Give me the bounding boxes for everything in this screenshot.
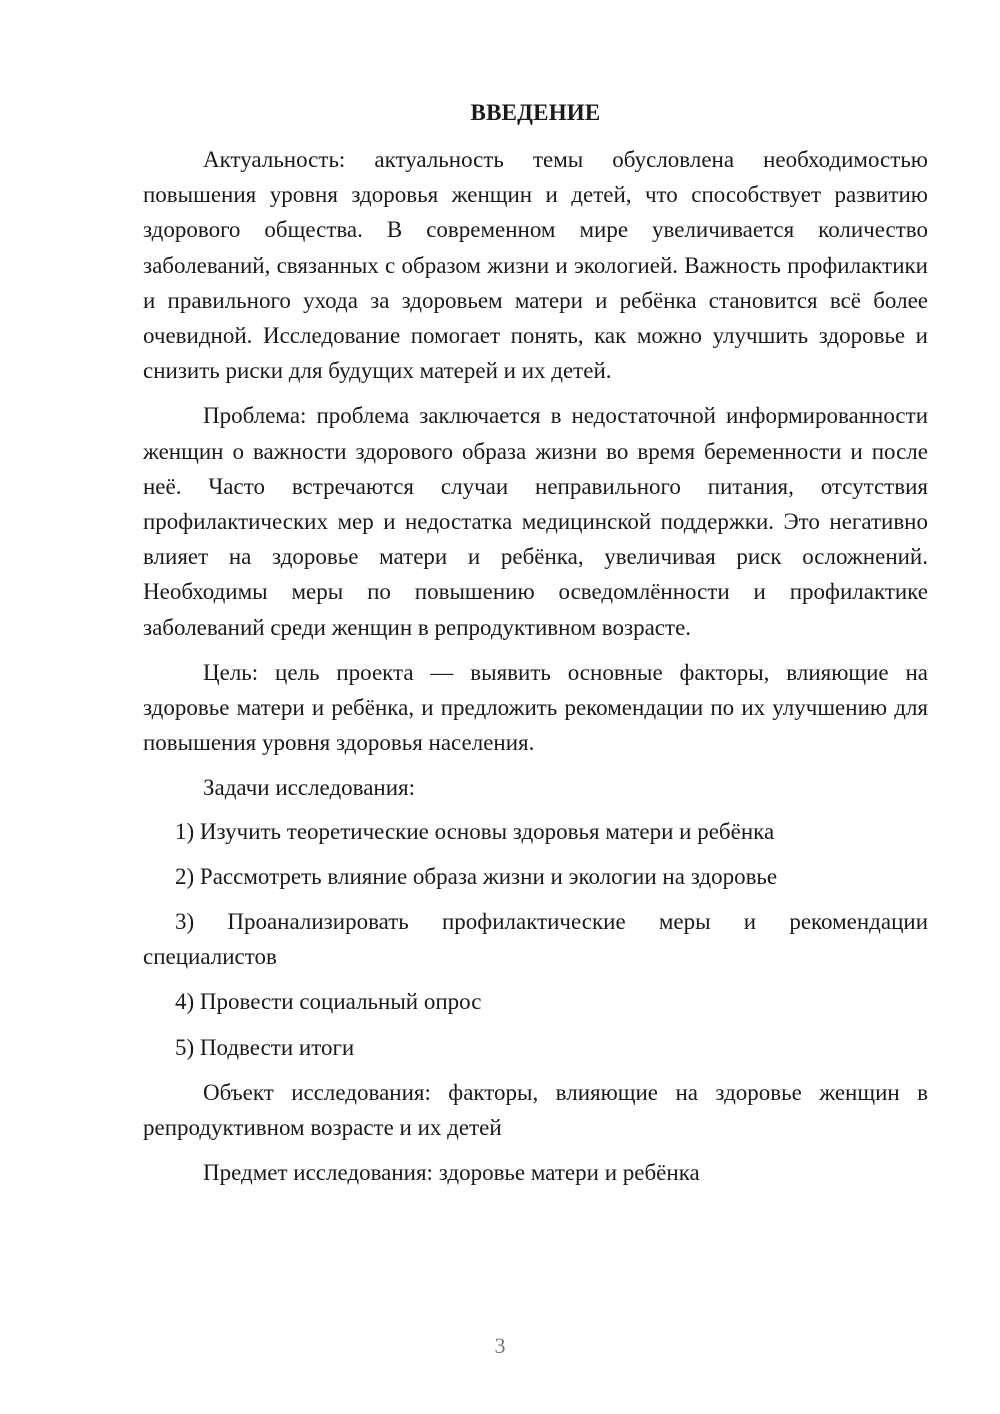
task-item-2: 2) Рассмотреть влияние образа жизни и экологии на здоровье bbox=[175, 863, 778, 889]
task-item-5: 5) Подвести итоги bbox=[175, 1034, 355, 1060]
subject-paragraph: Предмет исследования: здоровье матери и ребёнка bbox=[203, 1160, 700, 1186]
task-item-4: 4) Провести социальный опрос bbox=[175, 989, 482, 1015]
page-number: 3 bbox=[494, 1333, 506, 1358]
object-paragraph: Объект исследования: факторы, влияющие на здоровье женщин в репродуктивном возрасте и их детей bbox=[143, 1079, 928, 1141]
task-item-3: 3) Проанализировать профилактические меры и рекомендации специалистов bbox=[143, 909, 928, 970]
goal-paragraph: Цель: цель проекта — выявить основные факторы, влияющие на здоровье матери и ребёнка, и предложить рекомендации по их улучшению для повышения уровня здоровья населения. bbox=[143, 659, 928, 756]
section-heading: ВВЕДЕНИЕ bbox=[470, 100, 601, 125]
relevance-paragraph: Актуальность: актуальность темы обусловлена необходимостью повышения уровня здоровья женщин и детей, что способствует развитию здорового общества. В современном мире увеличивается количество заболеваний, связанных с образом жизни и экологией. Важность профилактики и правильного ухода за здоровьем матери и ребёнка становится всё более очевидной. Исследование помогает понять, как можно улучшить здоровье и снизить риски для будущих матерей и их детей. bbox=[143, 147, 928, 384]
page-content bbox=[143, 95, 928, 1190]
problem-paragraph: Проблема: проблема заключается в недостаточной информированности женщин о важности здорового образа жизни во время беременности и после неё. Часто встречаются случаи неправильного питания, отсутствия профилактических мер и недостатка медицинской поддержки. Это негативно влияет на здоровье матери и ребёнка, увеличивая риск осложнений. Необходимы меры по повышению осведомлённости и профилактике заболеваний среди женщин в репродуктивном возрасте. bbox=[143, 403, 928, 640]
tasks-heading: Задачи исследования: bbox=[203, 775, 416, 801]
task-item-1: 1) Изучить теоретические основы здоровья матери и ребёнка bbox=[175, 818, 775, 844]
